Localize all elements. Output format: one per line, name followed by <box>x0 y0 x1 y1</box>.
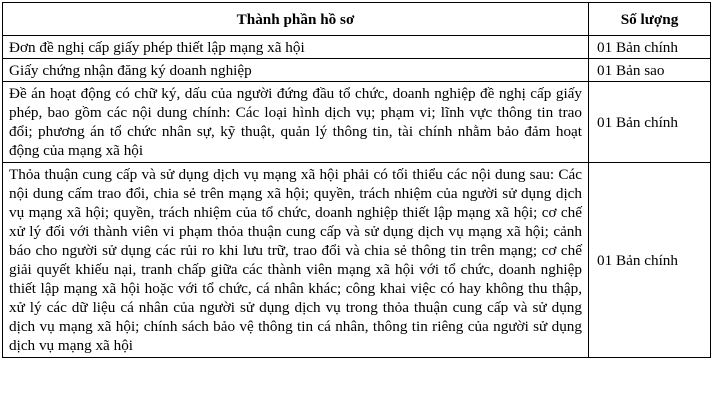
table-row <box>3 59 711 82</box>
row-quantity: 01 Bản chính <box>589 82 711 163</box>
table-row <box>3 36 711 59</box>
table-header-row <box>3 3 711 36</box>
row-quantity: 01 Bản chính <box>589 163 711 358</box>
row-content: Thỏa thuận cung cấp và sử dụng dịch vụ mạng xã hội phải có tối thiểu các nội dung sau: Các nội dung cấm trao đổi, chia sẻ trên mạng xã hội; quyền, trách nhiệm của người sử dụng dịch vụ mạng xã hội; quyền, trách nhiệm của tổ chức, doanh nghiệp thiết lập mạng xã hội; cơ chế xử lý đối với thành viên vi phạm thỏa thuận cung cấp và sử dụng dịch vụ mạng xã hội; cảnh báo cho người sử dụng các rủi ro khi lưu trữ, trao đổi và chia sẻ thông tin trên mạng; cơ chế giải quyết khiếu nại, tranh chấp giữa các thành viên mạng xã hội với tổ chức, doanh nghiệp thiết lập mạng xã hội hoặc với tổ chức, cá nhân khác; công khai việc có hay không thu thập, xử lý các dữ liệu cá nhân của người sử dụng dịch vụ trong thỏa thuận cung cấp và sử dụng dịch vụ mạng xã hội; chính sách bảo vệ thông tin cá nhân, thông tin riêng của người sử dụng dịch vụ mạng xã hội <box>3 163 589 358</box>
row-quantity: 01 Bản chính <box>589 36 711 59</box>
row-content: Giấy chứng nhận đăng ký doanh nghiệp <box>3 59 589 82</box>
header-quantity: Số lượng <box>589 3 711 36</box>
table-row <box>3 163 711 358</box>
header-content: Thành phần hồ sơ <box>3 3 589 36</box>
table-row <box>3 82 711 163</box>
document-table <box>2 2 711 358</box>
row-content: Đề án hoạt động có chữ ký, dấu của người đứng đầu tổ chức, doanh nghiệp đề nghị cấp giấy phép, bao gồm các nội dung chính: Các loại hình dịch vụ; phạm vi; lĩnh vực thông tin trao đổi; phương án tổ chức nhân sự, kỹ thuật, quản lý thông tin, tài chính nhằm bảo đảm hoạt động của mạng xã hội <box>3 82 589 163</box>
row-content: Đơn đề nghị cấp giấy phép thiết lập mạng xã hội <box>3 36 589 59</box>
row-quantity: 01 Bản sao <box>589 59 711 82</box>
